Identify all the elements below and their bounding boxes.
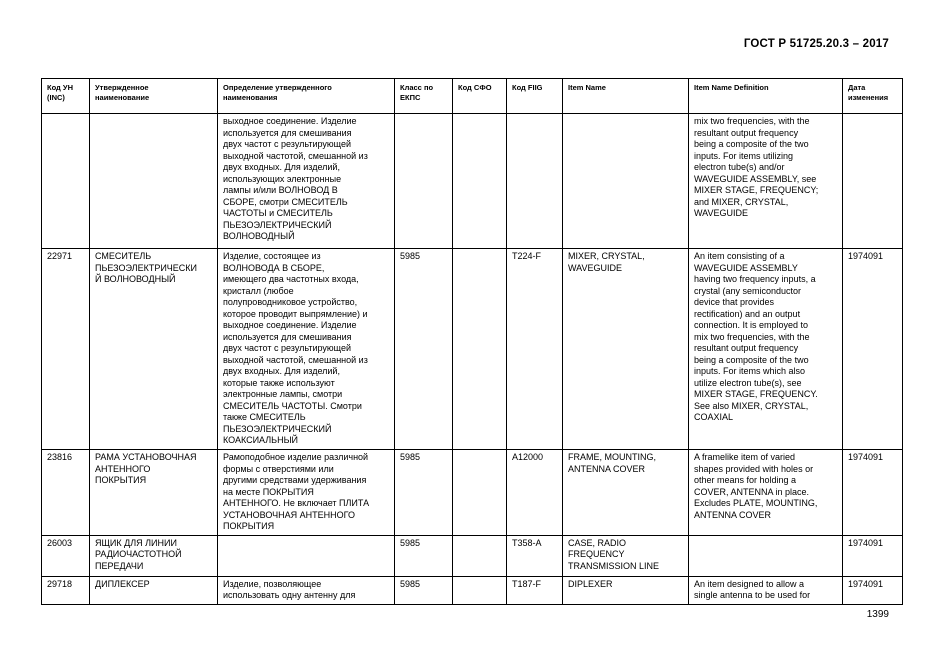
- column-header-ekps-class: Класс по ЕКПС: [395, 79, 453, 114]
- cell-fiig-code: T187-F: [507, 576, 563, 604]
- cell-change-date: 1974091: [843, 450, 903, 536]
- cell-sfo-code: [453, 535, 507, 576]
- table-row: [42, 450, 903, 536]
- column-header-inc: Код УН (INC): [42, 79, 90, 114]
- cell-sfo-code: [453, 576, 507, 604]
- table-row: [42, 535, 903, 576]
- cell-approved-name: [90, 114, 218, 249]
- cell-sfo-code: [453, 450, 507, 536]
- cell-sfo-code: [453, 249, 507, 450]
- cell-fiig-code: T358-A: [507, 535, 563, 576]
- table-row: [42, 249, 903, 450]
- cell-definition: [218, 535, 395, 576]
- cell-change-date: 1974091: [843, 576, 903, 604]
- cell-item-name: MIXER, CRYSTAL, WAVEGUIDE: [563, 249, 689, 450]
- cell-item-name: FRAME, MOUNTING, ANTENNA COVER: [563, 450, 689, 536]
- cell-ekps-class: 5985: [395, 249, 453, 450]
- cell-approved-name: ДИПЛЕКСЕР: [90, 576, 218, 604]
- column-header-item-name: Item Name: [563, 79, 689, 114]
- cell-approved-name: СМЕСИТЕЛЬ ПЬЕЗОЭЛЕКТРИЧЕСКИ Й ВОЛНОВОДНЫЙ: [90, 249, 218, 450]
- cell-inc: 22971: [42, 249, 90, 450]
- cell-ekps-class: 5985: [395, 576, 453, 604]
- cell-item-definition: [689, 535, 843, 576]
- cell-change-date: 1974091: [843, 249, 903, 450]
- column-header-approved-name: Утвержденное наименование: [90, 79, 218, 114]
- table-row: [42, 576, 903, 604]
- cell-ekps-class: [395, 114, 453, 249]
- cell-item-definition: An item designed to allow a single antenna to be used for: [689, 576, 843, 604]
- cell-item-name: CASE, RADIO FREQUENCY TRANSMISSION LINE: [563, 535, 689, 576]
- page-number: 1399: [866, 609, 889, 620]
- cell-approved-name: РАМА УСТАНОВОЧНАЯ АНТЕННОГО ПОКРЫТИЯ: [90, 450, 218, 536]
- cell-fiig-code: T224-F: [507, 249, 563, 450]
- cell-inc: 26003: [42, 535, 90, 576]
- cell-change-date: 1974091: [843, 535, 903, 576]
- document-code-header: ГОСТ Р 51725.20.3 – 2017: [743, 38, 889, 50]
- cell-ekps-class: 5985: [395, 535, 453, 576]
- cell-definition: Рамоподобное изделие различной формы с отверстиями или другими средствами удерживания на месте ПОКРЫТИЯ АНТЕННОГО. Не включает ПЛИТА УСТАНОВОЧНАЯ АНТЕННОГО ПОКРЫТИЯ: [218, 450, 395, 536]
- table-header-row: [42, 79, 903, 114]
- cell-item-name: DIPLEXER: [563, 576, 689, 604]
- cell-change-date: [843, 114, 903, 249]
- column-header-item-definition: Item Name Definition: [689, 79, 843, 114]
- cell-definition: выходное соединение. Изделие используется для смешивания двух частот с результирующей выходной частотой, смешанной из двух входных. Для изделий, использующих электронные лампы и/или ВОЛНОВОД В СБОРЕ, смотри СМЕСИТЕЛЬ ЧАСТОТЫ и СМЕСИТЕЛЬ ПЬЕЗОЭЛЕКТРИЧЕСКИЙ ВОЛНОВОДНЫЙ: [218, 114, 395, 249]
- cell-approved-name: ЯЩИК ДЛЯ ЛИНИИ РАДИОЧАСТОТНОЙ ПЕРЕДАЧИ: [90, 535, 218, 576]
- cell-inc: 29718: [42, 576, 90, 604]
- classification-table: [41, 78, 903, 605]
- cell-fiig-code: [507, 114, 563, 249]
- cell-ekps-class: 5985: [395, 450, 453, 536]
- cell-item-name: [563, 114, 689, 249]
- column-header-fiig-code: Код FIIG: [507, 79, 563, 114]
- column-header-change-date: Дата изменения: [843, 79, 903, 114]
- cell-sfo-code: [453, 114, 507, 249]
- table-row: [42, 114, 903, 249]
- cell-fiig-code: A12000: [507, 450, 563, 536]
- column-header-definition: Определение утвержденного наименования: [218, 79, 395, 114]
- cell-item-definition: A framelike item of varied shapes provided with holes or other means for holding a COVER, ANTENNA in place. Excludes PLATE, MOUNTING, ANTENNA COVER: [689, 450, 843, 536]
- cell-item-definition: mix two frequencies, with the resultant output frequency being a composite of the two inputs. For items utilizing electron tube(s) and/or WAVEGUIDE ASSEMBLY, see MIXER STAGE, FREQUENCY; and MIXER, CRYSTAL, WAVEGUIDE: [689, 114, 843, 249]
- cell-inc: [42, 114, 90, 249]
- cell-item-definition: An item consisting of a WAVEGUIDE ASSEMBLY having two frequency inputs, a crystal (any semiconductor device that provides rectification) and an output connection. It is employed to mix two frequencies, with the resultant output frequency being a composite of the two inputs. For items which also utilize electron tube(s), see MIXER STAGE, FREQUENCY. See also MIXER, CRYSTAL, COAXIAL: [689, 249, 843, 450]
- column-header-sfo-code: Код СФО: [453, 79, 507, 114]
- cell-inc: 23816: [42, 450, 90, 536]
- cell-definition: Изделие, позволяющее использовать одну антенну для: [218, 576, 395, 604]
- cell-definition: Изделие, состоящее из ВОЛНОВОДА В СБОРЕ, имеющего два частотных входа, кристалл (любое полупроводниковое устройство, которое проводит выпрямление) и выходное соединение. Изделие используется для смешивания двух частот с результирующей выходной частотой, смешанной из двух входных. Для изделий, которые также используют электронные лампы, смотри СМЕСИТЕЛЬ ЧАСТОТЫ. Смотри также СМЕСИТЕЛЬ ПЬЕЗОЭЛЕКТРИЧЕСКИЙ КОАКСИАЛЬНЫЙ: [218, 249, 395, 450]
